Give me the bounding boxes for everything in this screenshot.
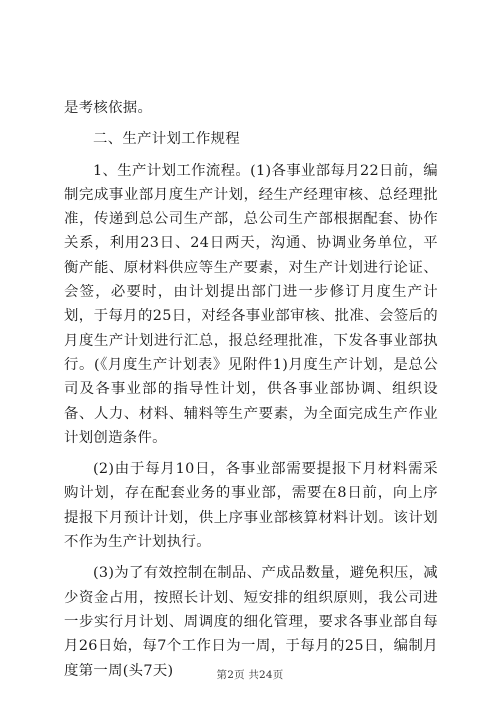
section-heading: 二、生产计划工作规程 <box>93 131 240 148</box>
paragraph-workflow: 1、生产计划工作流程。(1)各事业部每月22日前，编制完成事业部月度生产计划，经生产经理审核、总经理批准，传递到总公司生产部，总公司生产部根据配套、协作关系，利用23日、24日两天，沟通、协调业务单位，平衡产能、原材料供应等生产要素，对生产计划进行论证、会签，必要时，由计划提出部门进一步修订月度生产计划，于每月的25日，对经各事业部审核、批准、会签后的月度生产计划进行汇总，报总经理批准，下发各事业部执行。(《月度生产计划表》见附件1)月度生产计划，是总公司及各事业部的指导性计划，供各事业部协调、组织设备、人力、材料、辅料等生产要素，为全面完成生产作业计划创造条件。 <box>64 162 438 446</box>
page-number-footer: 第2页 共24页 <box>216 669 284 681</box>
paragraph-weekly-dispatch: (3)为了有效控制在制品、产成品数量，避免积压，减少资金占用，按照长计划、短安排的组织原则，我公司进一步实行月计划、周调度的细化管理，要求各事业部自每月26日始，每7个工作日为一周，于每月的25日，编制月度第一周(头7天) <box>64 565 438 679</box>
paragraph-material-plan: (2)由于每月10日，各事业部需要提报下月材料需采购计划，存在配套业务的事业部，需要在8日前，向上序提报下月预计计划，供上序事业部核算材料计划。该计划不作为生产计划执行。 <box>64 461 438 551</box>
paragraph-continuation: 是考核依据。 <box>64 100 153 116</box>
document-body <box>64 96 438 683</box>
